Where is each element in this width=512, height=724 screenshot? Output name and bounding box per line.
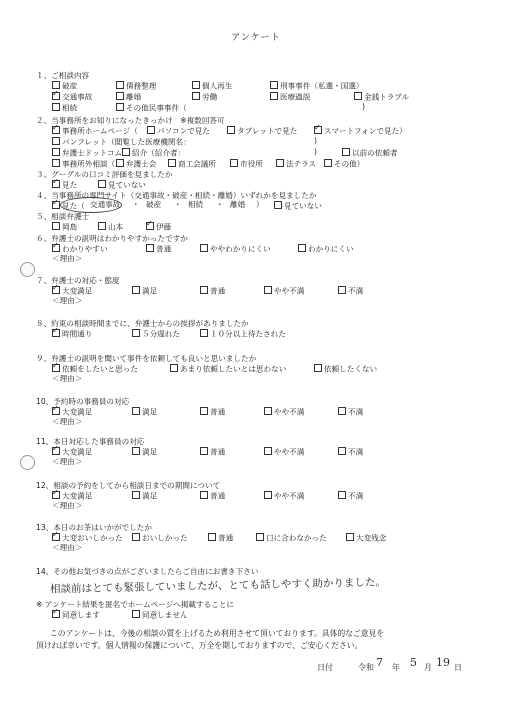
option-label: 普通 [210, 491, 226, 501]
option-label: 不満 [348, 286, 364, 296]
question-5 [36, 213, 486, 233]
option-label: やや不満 [274, 491, 305, 501]
checkbox[interactable] [314, 364, 322, 372]
checkbox[interactable] [230, 159, 238, 167]
option-label: 見た（ [62, 201, 85, 211]
question-12 [36, 482, 486, 510]
checkbox[interactable] [98, 222, 106, 230]
reason-label: ＜理由＞ [52, 253, 83, 263]
option-label: 離婚 [126, 92, 142, 102]
checkbox[interactable] [338, 286, 346, 294]
question-heading: ４、当事務所の専門サイト（交通事故・破産・相続・離婚）いずれかを見ましたか [36, 191, 317, 200]
option-label: 弁護士会 [126, 159, 157, 169]
checkbox[interactable] [132, 286, 140, 294]
option-label: 見ていない [108, 180, 146, 190]
option-label: 満足 [142, 447, 158, 457]
punch-hole [20, 262, 35, 277]
separator: ・ [174, 199, 182, 209]
footer-line: 頂ければ幸いです。個人情報の保護について、万全を期しておりますので、ご安心ください。 [36, 641, 363, 651]
checkbox[interactable] [200, 244, 208, 252]
checkbox[interactable] [132, 447, 140, 455]
question-10 [36, 398, 486, 426]
option-label: 商工会議所 [178, 159, 216, 169]
checkbox-checked[interactable] [52, 407, 60, 415]
checkbox[interactable] [132, 491, 140, 499]
option-label: 見た [62, 180, 78, 190]
checkbox[interactable] [274, 201, 282, 209]
option-label: 同意します [62, 610, 100, 620]
option-label: 離婚 [230, 199, 246, 209]
option-label: 相続 [62, 103, 78, 113]
checkbox[interactable] [264, 491, 272, 499]
option-label: 弁護士ドットコム [62, 148, 123, 158]
checkbox[interactable] [52, 148, 60, 156]
checkbox[interactable] [264, 447, 272, 455]
date-day: 19 [436, 656, 450, 669]
checkbox[interactable] [132, 533, 140, 541]
option-label: 相続 [188, 199, 204, 209]
question-heading: ６、弁護士の説明はわかりやすかったですか [36, 234, 188, 243]
checkbox[interactable] [170, 364, 178, 372]
question-3 [36, 171, 486, 191]
option-label: 不満 [348, 407, 364, 417]
question-heading: 12、相談の予約をしてから相談日までの期間について [36, 481, 221, 490]
checkbox[interactable] [270, 92, 278, 100]
checkbox[interactable] [116, 159, 124, 167]
option-label: 同意しません [142, 610, 188, 620]
checkbox[interactable] [116, 103, 124, 111]
option-label: その他） [334, 159, 365, 169]
checkbox-checked[interactable] [52, 201, 60, 209]
question-2 [36, 117, 486, 170]
option-label: 依頼したくない [324, 364, 378, 374]
checkbox[interactable] [200, 329, 208, 337]
question-7 [36, 277, 486, 305]
reason-label: ＜理由＞ [52, 500, 83, 510]
circle-mark [60, 197, 122, 213]
bracket-close: ） [256, 199, 264, 209]
checkbox-checked[interactable] [52, 126, 60, 134]
checkbox[interactable] [52, 137, 60, 145]
checkbox-checked[interactable] [146, 222, 154, 230]
question-heading: 11、本日対応した事務員の対応 [36, 437, 145, 446]
checkbox[interactable] [338, 407, 346, 415]
reason-label: ＜理由＞ [52, 456, 83, 466]
option-label: スマートフォンで見た） [324, 126, 407, 136]
option-label: 満足 [142, 407, 158, 417]
checkbox[interactable] [200, 286, 208, 294]
question-9 [36, 355, 486, 383]
option-label: 大変満足 [62, 286, 93, 296]
checkbox[interactable] [270, 81, 278, 89]
checkbox[interactable] [200, 447, 208, 455]
date-era: 令和 [358, 663, 374, 672]
option-label: 破産 [62, 81, 78, 91]
option-label: 不満 [348, 491, 364, 501]
option-label: 岡島 [62, 222, 78, 232]
question-6 [36, 235, 486, 263]
option-label: 破産 [146, 199, 162, 209]
date-label: 日付 [317, 663, 333, 672]
checkbox[interactable] [52, 81, 60, 89]
option-label: 法テラス [286, 159, 317, 169]
question-heading: 14、その他お気づきの点がございましたらご自由にお書き下さい [36, 567, 259, 576]
checkbox[interactable] [354, 92, 362, 100]
checkbox[interactable] [298, 244, 306, 252]
option-label: 金銭トラブル [364, 92, 410, 102]
option-label: タブレットで見た [237, 126, 298, 136]
checkbox-checked[interactable] [52, 491, 60, 499]
option-label: 刑事事件（私選・国選） [280, 81, 364, 91]
checkbox[interactable] [122, 148, 130, 156]
checkbox[interactable] [342, 148, 350, 156]
option-label: 大変おいしかった [62, 533, 123, 543]
separator: ・ [216, 199, 224, 209]
option-label: あまり依頼したいとは思わない [180, 364, 287, 374]
checkbox[interactable] [208, 533, 216, 541]
checkbox[interactable] [324, 159, 332, 167]
checkbox-checked[interactable] [52, 286, 60, 294]
reason-label: ＜理由＞ [52, 295, 83, 305]
checkbox[interactable] [338, 447, 346, 455]
checkbox-checked[interactable] [52, 364, 60, 372]
page-title: アンケート [231, 33, 281, 43]
option-label: 普通 [218, 533, 234, 543]
checkbox[interactable] [146, 244, 154, 252]
checkbox[interactable] [52, 222, 60, 230]
checkbox[interactable] [192, 81, 200, 89]
question-heading: 10、予約時の事務員の対応 [36, 397, 130, 406]
option-label: 以前の依頼者 [352, 148, 398, 158]
checkbox-checked[interactable] [52, 533, 60, 541]
question-heading: ※ アンケート結果を匿名でホームページへ掲載することに [36, 600, 235, 609]
option-label: その他民事事件（ [126, 103, 187, 113]
option-label: 満足 [142, 286, 158, 296]
footer-note [36, 628, 486, 652]
option-label: 市役所 [240, 159, 263, 169]
checkbox[interactable] [227, 126, 235, 134]
checkbox-checked[interactable] [52, 329, 60, 337]
option-label: 伊藤 [156, 222, 172, 232]
checkbox[interactable] [132, 610, 140, 618]
date-month: 5 [410, 656, 417, 669]
checkbox[interactable] [264, 286, 272, 294]
option-label: ５分遅れた [142, 329, 180, 339]
option-label: 大変残念 [356, 533, 387, 543]
option-label: 大変満足 [62, 447, 93, 457]
option-label: 債務整理 [126, 81, 157, 91]
option-label: 口に合わなかった [266, 533, 327, 543]
separator: ・ [132, 199, 140, 209]
date-year-unit: 年 [392, 663, 400, 672]
checkbox[interactable] [52, 103, 60, 111]
bracket-close: ) [362, 101, 365, 111]
checkbox[interactable] [338, 491, 346, 499]
question-heading: １、ご相談内容 [36, 71, 90, 80]
checkbox-checked[interactable] [52, 180, 60, 188]
option-label: １０分以上待たされた [210, 329, 286, 339]
question-heading: ３、グーグルの口コミ評価を見ましたか [36, 170, 173, 179]
option-label: わかりやすい [62, 244, 108, 254]
checkbox[interactable] [256, 533, 264, 541]
checkbox[interactable] [132, 329, 140, 337]
question-14 [36, 568, 486, 577]
option-label: 労働 [202, 92, 218, 102]
option-label: パソコンで見た [157, 126, 211, 136]
publish-consent [36, 601, 486, 621]
checkbox-checked[interactable] [52, 92, 60, 100]
option-label: 事務所外相談（ [62, 159, 116, 169]
option-label: 普通 [210, 407, 226, 417]
question-heading: ５、相談弁護士 [36, 212, 90, 221]
date-month-unit: 月 [424, 663, 432, 672]
question-11 [36, 438, 486, 466]
checkbox[interactable] [200, 407, 208, 415]
option-label: 満足 [142, 491, 158, 501]
option-label: ややわかりにくい [210, 244, 271, 254]
reason-label: ＜理由＞ [52, 373, 83, 383]
punch-hole [20, 455, 35, 470]
option-label: 不満 [348, 447, 364, 457]
option-label: 普通 [210, 286, 226, 296]
checkbox[interactable] [98, 180, 106, 188]
option-label: 普通 [210, 447, 226, 457]
handwritten-comment: 相談前はとても緊張していましたが、とても話しやすく助かりました。 [49, 576, 387, 596]
question-heading: ２、当事務所をお知りになったきっかけ ※複数回答可 [36, 116, 225, 125]
footer-line: このアンケートは、今後の相談の質を上げるため利用させて頂いております。具体的なご意見を [50, 629, 385, 638]
checkbox[interactable] [200, 491, 208, 499]
bracket-close: ) [314, 146, 317, 156]
option-label: 個人再生 [202, 81, 233, 91]
checkbox[interactable] [168, 159, 176, 167]
option-label: 大変満足 [62, 407, 93, 417]
option-label: 交通事故 [62, 92, 93, 102]
checkbox-checked[interactable] [52, 447, 60, 455]
date-day-unit: 日 [454, 663, 462, 672]
question-8 [36, 320, 486, 340]
option-label: 事務所ホームページ（ [62, 126, 138, 136]
bracket-close: ) [314, 135, 317, 145]
checkbox[interactable] [147, 126, 155, 134]
question-heading: ７、弁護士の対応・態度 [36, 276, 120, 285]
checkbox-checked[interactable] [52, 610, 60, 618]
option-label: やや不満 [274, 447, 305, 457]
checkbox[interactable] [264, 407, 272, 415]
checkbox[interactable] [116, 81, 124, 89]
option-label: やや不満 [274, 407, 305, 417]
option-label: 紹介（紹介者： [132, 148, 186, 158]
question-heading: ８、約束の相談時間までに、弁護士からの挨拶がありましたか [36, 319, 249, 328]
option-label: おいしかった [142, 533, 188, 543]
reason-label: ＜理由＞ [52, 542, 83, 552]
question-13 [36, 524, 486, 552]
question-heading: ９、弁護士の説明を聞いて事件を依頼しても良いと思いましたか [36, 354, 257, 363]
date-year: 7 [376, 656, 383, 669]
option-label: 依頼をしたいと思った [62, 364, 138, 374]
option-label: 大変満足 [62, 491, 93, 501]
option-label: 交通事故 [90, 199, 121, 209]
option-label: 見ていない [284, 201, 322, 211]
option-label: わかりにくい [308, 244, 354, 254]
option-label: 山本 [108, 222, 124, 232]
checkbox[interactable] [192, 92, 200, 100]
option-label: 普通 [156, 244, 172, 254]
question-1 [36, 72, 486, 114]
option-label: 医療過誤 [280, 92, 311, 102]
option-label: 時間通り [62, 329, 93, 339]
reason-label: ＜理由＞ [52, 416, 83, 426]
checkbox-checked[interactable] [314, 126, 322, 134]
checkbox[interactable] [276, 159, 284, 167]
option-label: パンフレット（閲覧した医療機関名： [62, 137, 191, 147]
checkbox-checked[interactable] [52, 244, 60, 252]
checkbox[interactable] [132, 407, 140, 415]
question-heading: 13、本日のお茶はいかがでしたか [36, 523, 152, 532]
checkbox[interactable] [52, 159, 60, 167]
option-label: やや不満 [274, 286, 305, 296]
checkbox[interactable] [116, 92, 124, 100]
checkbox[interactable] [346, 533, 354, 541]
